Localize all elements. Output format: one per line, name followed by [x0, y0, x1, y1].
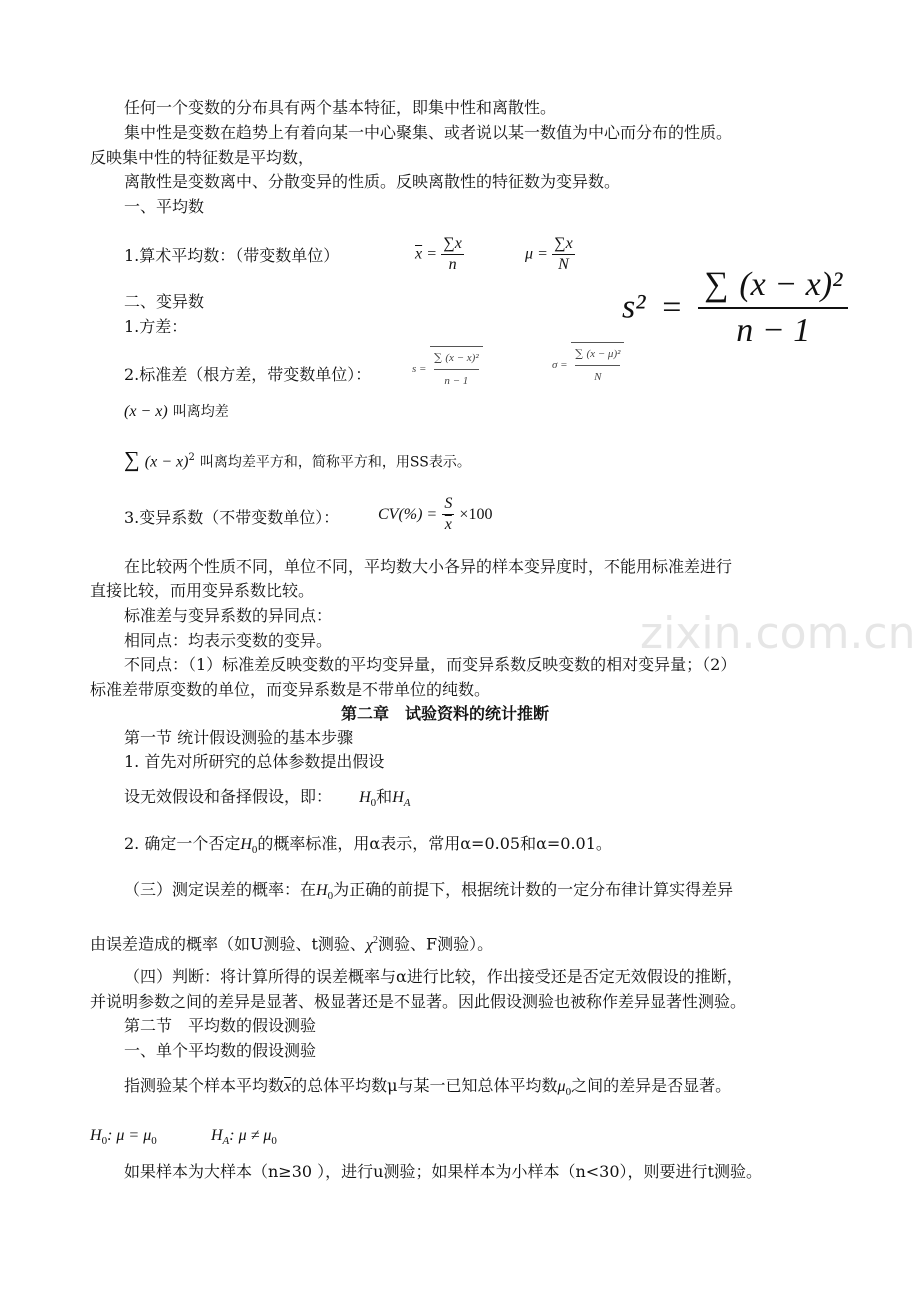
- chi-symbol: χ: [365, 936, 373, 954]
- arithmetic-mean-label: 1.算术平均数：（带变数单位）: [124, 246, 340, 265]
- paragraph-7-line-1: 不同点：（1）标准差反映变数的平均变异量，而变异系数反映变数的相对变异量；（2）: [124, 655, 737, 674]
- S-symbol: S: [442, 494, 454, 515]
- cv-lhs: CV(%) =: [378, 506, 438, 523]
- section-variability-heading: 二、变异数: [124, 292, 205, 311]
- H0-symbol: H: [316, 882, 328, 899]
- HA-symbol: H: [210, 1127, 223, 1144]
- cv-label: 3.变异系数（不带变数单位）：: [124, 508, 340, 527]
- s-symbol: s =: [412, 363, 427, 375]
- cv-fraction: [442, 494, 454, 535]
- sq-deviation-symbol: (x − x): [144, 453, 189, 471]
- x-symbol: x: [565, 235, 573, 252]
- chi-exponent: 2: [372, 935, 378, 946]
- step-2: [124, 833, 612, 861]
- mu0-subscript: 0: [271, 1135, 277, 1148]
- HA-symbol: H: [392, 789, 404, 806]
- times-100: ×100: [459, 506, 493, 523]
- section-2-title: 第二节 平均数的假设测验: [124, 1016, 317, 1035]
- variance-denominator: n − 1: [736, 312, 811, 349]
- step-3-text-a: （三）测定误差的概率：在: [124, 880, 317, 899]
- H0-symbol: H: [90, 1127, 102, 1144]
- hypotheses-label: 设无效假设和备择假设，即：: [124, 787, 333, 806]
- variance-fraction: [698, 262, 848, 353]
- population-std-formula: [552, 342, 624, 388]
- deviation-line: [124, 400, 229, 423]
- step-3-text-b: 为正确的前提下，根据统计数的一定分布律计算实得差异: [333, 880, 734, 899]
- n-symbol: n: [448, 256, 457, 273]
- variance-label: 1.方差：: [124, 317, 188, 336]
- sample-mean-formula: [415, 233, 464, 275]
- H0-symbol: H: [240, 836, 252, 853]
- population-sq-dev: (x − μ)²: [586, 348, 621, 360]
- H0-subscript: 0: [370, 797, 377, 810]
- paragraph-7-line-2: 标准差带原变数的单位，而变异系数是不带单位的纯数。: [90, 680, 491, 699]
- single-mean-description: [124, 1075, 731, 1103]
- mean-fraction: [441, 233, 464, 275]
- paragraph-1: 任何一个变数的分布具有两个基本特征，即集中性和离散性。: [124, 98, 557, 117]
- step-1: 1. 首先对所研究的总体参数提出假设: [124, 752, 385, 771]
- paragraph-2-line-2: 反映集中性的特征数是平均数，: [90, 148, 315, 167]
- variance-numerator: (x − x)²: [739, 266, 843, 303]
- H0-subscript: 0: [251, 844, 258, 857]
- sum-symbol: ∑: [554, 235, 566, 252]
- H0-symbol: H: [359, 789, 371, 806]
- chapter-title: 第二章 试验资料的统计推断: [341, 704, 550, 723]
- section-1-title: 第一节 统计假设测验的基本步骤: [124, 728, 354, 747]
- sample-sq-dev: (x − x)²: [445, 352, 479, 364]
- description-text-b: 的总体平均数μ与某一已知总体平均数: [291, 1076, 558, 1095]
- and-word: 和: [376, 787, 393, 806]
- mu-symbol: μ: [525, 245, 534, 263]
- description-text-a: 指测验某个样本平均数: [124, 1076, 285, 1095]
- sum-symbol: ∑: [704, 266, 729, 303]
- null-statement: : μ = μ: [107, 1127, 152, 1144]
- cv-formula: [378, 494, 492, 535]
- std-dev-label: 2.标准差（根方差，带变数单位）：: [124, 365, 372, 384]
- sum-of-squares-line: [124, 447, 471, 473]
- sample-size-rule: 如果样本为大样本（n≥30 ），进行u测验；如果样本为小样本（n<30），则要进行t测验。: [124, 1162, 762, 1181]
- mu-symbol: μ: [557, 1078, 566, 1095]
- sum-of-squares-label: 叫离均差平方和，简称平方和，用SS表示。: [199, 454, 471, 471]
- population-mean-formula: [525, 233, 575, 275]
- sample-std-formula: [412, 346, 483, 392]
- step-4-line-2: 并说明参数之间的差异是显著、极显著还是不显著。因此假设测验也被称作差异显著性测验。: [90, 992, 747, 1011]
- description-text-c: 之间的差异是否显著。: [571, 1076, 732, 1095]
- paragraph-4-line-1: 在比较两个性质不同，单位不同，平均数大小各异的样本变异度时，不能用标准差进行: [124, 557, 733, 576]
- step-4-line-1: （四）判断：将计算所得的误差概率与α进行比较，作出接受还是否定无效假设的推断，: [124, 967, 743, 986]
- xbar-symbol: $\overline{x}$: [284, 1078, 292, 1095]
- xbar-symbol: x: [444, 516, 452, 533]
- paragraph-3: 离散性是变数离中、分散变异的性质。反映离散性的特征数为变异数。: [124, 172, 621, 191]
- variance-formula: [622, 262, 848, 353]
- watermark: zixin.com.cn: [640, 608, 916, 659]
- N-symbol: N: [558, 256, 569, 273]
- step-2-text-a: 2. 确定一个否定: [124, 834, 241, 853]
- xbar-symbol: $\overline{x}$: [415, 245, 423, 263]
- mu0-subscript: 0: [565, 1086, 572, 1099]
- alternative-statement: : μ ≠ μ: [229, 1127, 272, 1144]
- HA-subscript: A: [222, 1135, 230, 1148]
- population-mean-fraction: [552, 233, 575, 275]
- HA-subscript: A: [403, 797, 411, 810]
- s-squared: s²: [622, 288, 646, 326]
- N-symbol: N: [594, 371, 602, 383]
- step-2-text-b: 的概率标准，用α表示，常用α=0.05和α=0.01。: [257, 834, 612, 853]
- step-1-hypotheses: [124, 786, 410, 814]
- deviation-symbol: (x − x): [124, 403, 168, 420]
- equals-sign: =: [662, 288, 682, 326]
- deviation-label: 叫离均差: [172, 404, 229, 420]
- n-minus-1: n − 1: [444, 375, 469, 387]
- sigma-symbol: σ =: [552, 359, 568, 371]
- paragraph-6: 相同点：均表示变数的变异。: [124, 631, 333, 650]
- paragraph-5: 标准差与变异系数的异同点：: [124, 606, 333, 625]
- sum-symbol: ∑: [443, 235, 455, 252]
- step-3-line-2: [90, 930, 493, 956]
- sum-symbol: ∑: [124, 446, 140, 472]
- sum-symbol: ∑: [433, 351, 442, 364]
- subsection-single-mean: 一、单个平均数的假设测验: [124, 1041, 317, 1060]
- section-mean-heading: 一、平均数: [124, 197, 205, 216]
- hypothesis-statements: [90, 1124, 277, 1152]
- step-3-line-1: [124, 879, 733, 907]
- x-symbol: x: [454, 235, 462, 252]
- mu0-subscript: 0: [151, 1135, 157, 1148]
- sum-symbol: ∑: [575, 347, 583, 360]
- paragraph-4-line-2: 直接比较，而用变异系数比较。: [90, 581, 315, 600]
- equals-sign: =: [427, 245, 437, 263]
- square-exponent: 2: [188, 452, 195, 463]
- paragraph-2-line-1: 集中性是变数在趋势上有着向某一中心聚集、或者说以某一数值为中心而分布的性质。: [124, 123, 733, 142]
- H0-subscript: 0: [101, 1135, 108, 1148]
- H0-subscript: 0: [327, 890, 334, 903]
- equals-sign: =: [538, 245, 548, 263]
- step-3-text-c: 由误差造成的概率（如U测验、t测验、: [90, 934, 366, 954]
- step-3-text-d: 测验、F测验）。: [377, 934, 494, 954]
